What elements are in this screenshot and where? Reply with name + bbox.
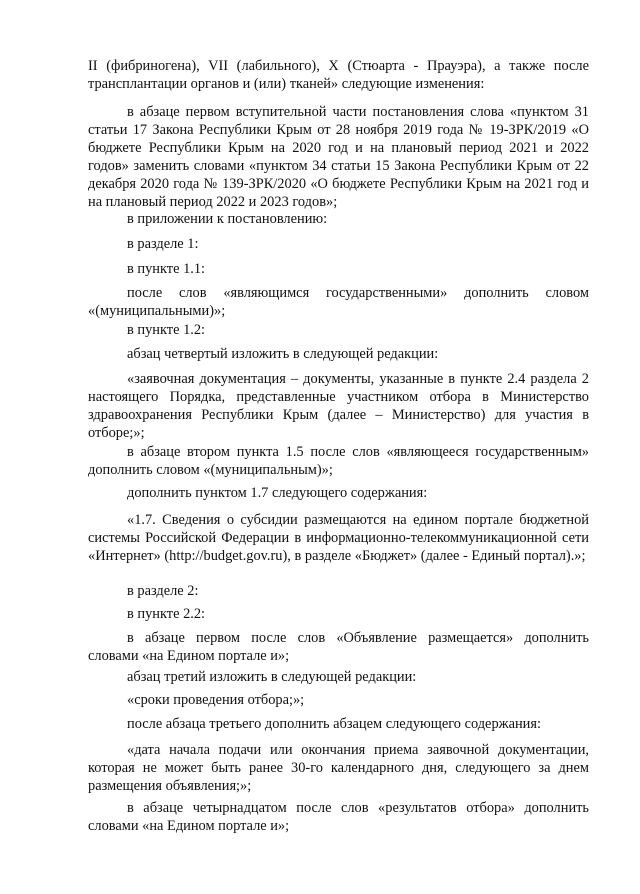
paragraph-abz-1: в абзаце первом после слов «Объявление размещается» дополнить словами «на Едином портале и»; xyxy=(88,630,589,664)
paragraph-text-1-7: «1.7. Сведения о субсидии размещаются на едином портале бюджетной системы Российской Федерации в информационно-телекоммуникационной сети «Интернет» (http://budget.gov.ru), в разделе «Бюджет» (далее - Единый портал).»; xyxy=(88,512,589,564)
paragraph-section-2: в разделе 2: xyxy=(127,583,199,599)
paragraph-add-1-7: дополнить пунктом 1.7 следующего содержания: xyxy=(127,485,428,501)
paragraph-item-1-2: в пункте 1.2: xyxy=(127,322,206,338)
paragraph-abz-4: абзац четвертый изложить в следующей редакции: xyxy=(127,346,439,362)
paragraph-abz-3: абзац третий изложить в следующей редакции: xyxy=(127,669,417,685)
paragraph-item-1-5: в абзаце втором пункта 1.5 после слов «являющееся государственным» дополнить словом «(муниципальным)»; xyxy=(88,444,589,478)
paragraph-abz-14: в абзаце четырнадцатом после слов «результатов отбора» дополнить словами «на Едином портале и»; xyxy=(88,800,589,834)
paragraph-start-date: «дата начала подачи или окончания приема заявочной документации, которая не может быть ранее 30-го календарного дня, следующего за днем размещения объявления;»; xyxy=(88,742,589,794)
paragraph-section-1: в разделе 1: xyxy=(127,236,199,252)
paragraph-deadlines: «сроки проведения отбора;»; xyxy=(127,692,305,708)
paragraph-appendix: в приложении к постановлению: xyxy=(127,211,328,227)
paragraph-after-abz-3: после абзаца третьего дополнить абзацем следующего содержания: xyxy=(127,716,541,732)
paragraph-item-1-1: в пункте 1.1: xyxy=(127,261,206,277)
paragraph-preamble: в абзаце первом вступительной части постановления слова «пунктом 31 статьи 17 Закона Республики Крым от 28 ноября 2019 года № 19-ЗРК/2019 «О бюджете Республики Крым на 2020 год и на плановый период 2021 и 2022 годов» заменить словами «пунктом 34 статьи 15 Закона Республики Крым от 22 декабря 2020 года № 139-ЗРК/2020 «О бюджете Республики Крым на 2021 год и на плановый период 2022 и 2023 годов»; xyxy=(88,104,589,210)
paragraph-item-2-2: в пункте 2.2: xyxy=(127,606,206,622)
paragraph-amend-1-1: после слов «являющимся государственными» дополнить словом «(муниципальными)»; xyxy=(88,285,589,319)
paragraph-definition: «заявочная документация – документы, указанные в пункте 2.4 раздела 2 настоящего Порядка, представленные участником отбора в Министерство здравоохранения Республики Крым (далее – Министерство) для участия в отборе;»; xyxy=(88,371,589,441)
paragraph-intro: II (фибриногена), VII (лабильного), X (Стюарта - Прауэра), а также после трансплантации органов и (или) тканей» следующие изменения: xyxy=(88,58,589,92)
